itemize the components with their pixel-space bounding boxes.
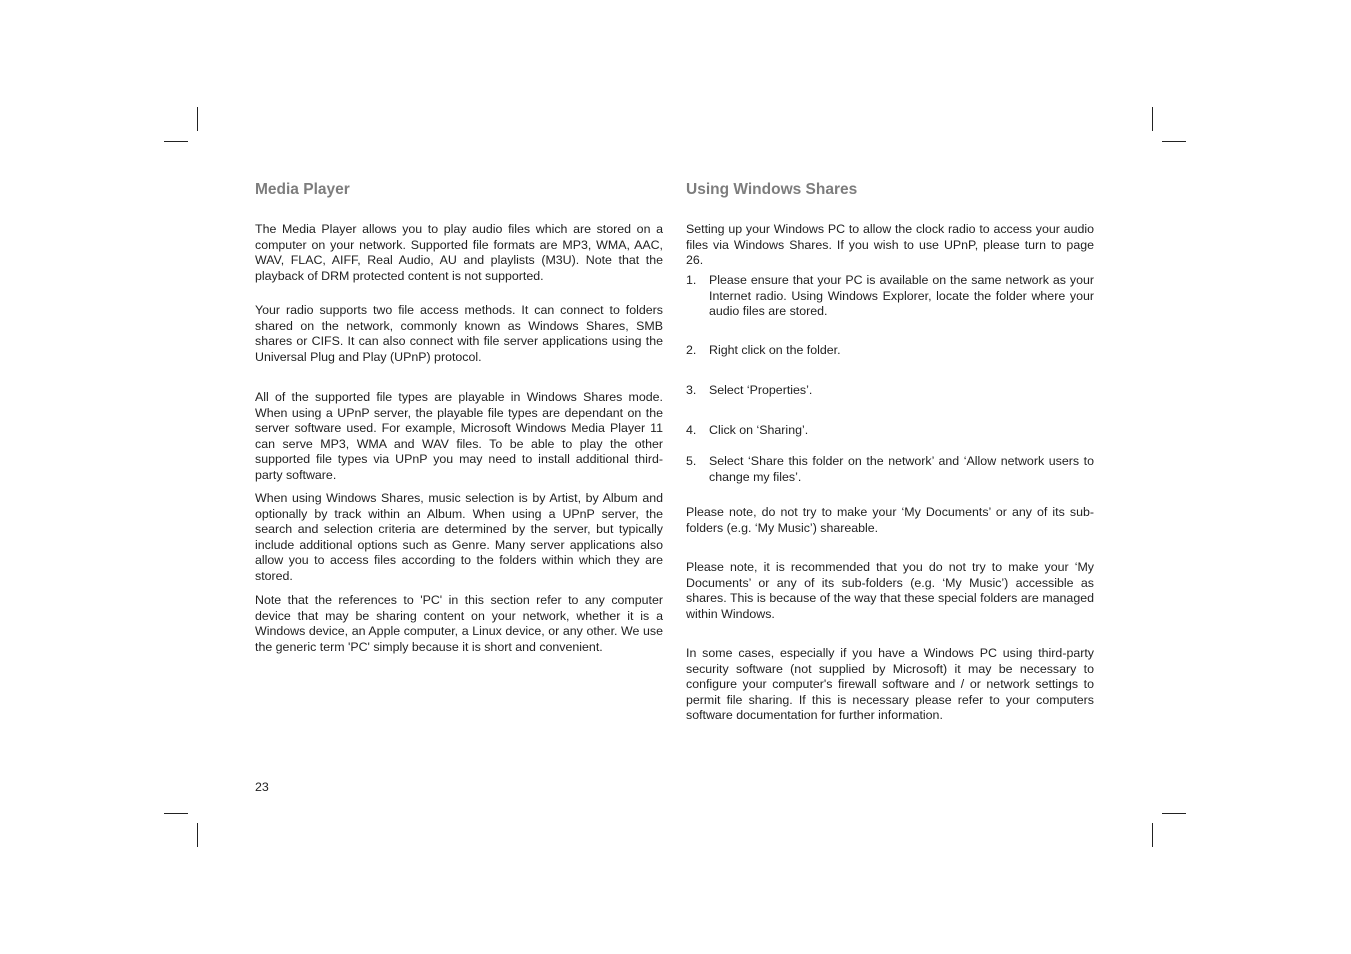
note-3: In some cases, especially if you have a Windows PC using third-party security software (not supplied by Microsoft) it may be necessary to configure your computer's firewall software and / or network settings to permit file sharing. If this is necessary please refer to your computers software documentation for further information.: [686, 646, 1094, 722]
media-player-paragraph-2: Your radio supports two file access methods. It can connect to folders shared on the network, commonly known as Windows Shares, SMB shares or CIFS. It can also connect with file server applications using the Universal Plug and Play (UPnP) protocol.: [255, 303, 663, 364]
step-number: 5.: [686, 454, 697, 468]
media-player-paragraph-4: When using Windows Shares, music selection is by Artist, by Album and optionally by track within an Album. When using a UPnP server, the search and selection criteria are determined by the server, but typically include additional options such as Genre. Many server applications also allow you to access files according to the folders within which they are stored.: [255, 491, 663, 583]
step-3: [686, 383, 1094, 399]
media-player-paragraph-5: Note that the references to 'PC' in this section refer to any computer device that may be sharing content on your network, whether it is a Windows device, an Apple computer, a Linux device, or any other. We use the generic term 'PC' simply because it is short and convenient.: [255, 593, 663, 654]
step-number: 2.: [686, 343, 697, 357]
crop-mark-top-left-horizontal: [164, 141, 188, 142]
crop-mark-bottom-left-horizontal: [164, 813, 188, 814]
step-number: 1.: [686, 273, 697, 287]
note-1: Please note, do not try to make your ‘My Documents’ or any of its sub-folders (e.g. ‘My Music’) shareable.: [686, 505, 1094, 535]
step-number: 4.: [686, 423, 697, 437]
media-player-paragraph-1: The Media Player allows you to play audio files which are stored on a computer on your network. Supported file formats are MP3, WMA, AAC, WAV, FLAC, AIFF, Real Audio, AU and playlists (M3U). Note that the playback of DRM protected content is not supported.: [255, 222, 663, 283]
media-player-paragraph-3: All of the supported file types are playable in Windows Shares mode. When using a UPnP server, the playable file types are dependant on the server software used. For example, Microsoft Windows Media Player 11 can serve MP3, WMA and WAV files. To be able to play the other supported file types via UPnP you may need to install additional third-party software.: [255, 390, 663, 482]
windows-shares-intro: Setting up your Windows PC to allow the clock radio to access your audio files via Windows Shares. If you wish to use UPnP, please turn to page 26.: [686, 222, 1094, 267]
windows-shares-heading: Using Windows Shares: [686, 181, 858, 198]
step-1: [686, 273, 1094, 320]
step-text: Click on ‘Sharing’.: [709, 423, 809, 437]
step-text: Select ‘Share this folder on the network’ and ‘Allow network users to change my files’.: [709, 454, 1094, 484]
crop-mark-bottom-right-vertical: [1152, 823, 1153, 847]
media-player-heading: Media Player: [255, 181, 350, 198]
step-text: Please ensure that your PC is available on the same network as your Internet radio. Using Windows Explorer, locate the folder where your audio files are stored.: [709, 273, 1094, 318]
step-text: Select ‘Properties’.: [709, 383, 813, 397]
crop-mark-top-right-vertical: [1152, 107, 1153, 131]
crop-mark-top-left-vertical: [197, 107, 198, 131]
step-4: [686, 423, 1094, 439]
crop-mark-top-right-horizontal: [1162, 141, 1186, 142]
note-2: Please note, it is recommended that you do not try to make your ‘My Documents’ or any of its sub-folders (e.g. ‘My Music’) accessible as shares. This is because of the way that these special folders are managed within Windows.: [686, 560, 1094, 621]
step-2: [686, 343, 1094, 359]
step-5: [686, 454, 1094, 485]
crop-mark-bottom-right-horizontal: [1162, 813, 1186, 814]
page-number: 23: [255, 780, 269, 794]
step-text: Right click on the folder.: [709, 343, 841, 357]
crop-mark-bottom-left-vertical: [197, 823, 198, 847]
step-number: 3.: [686, 383, 697, 397]
